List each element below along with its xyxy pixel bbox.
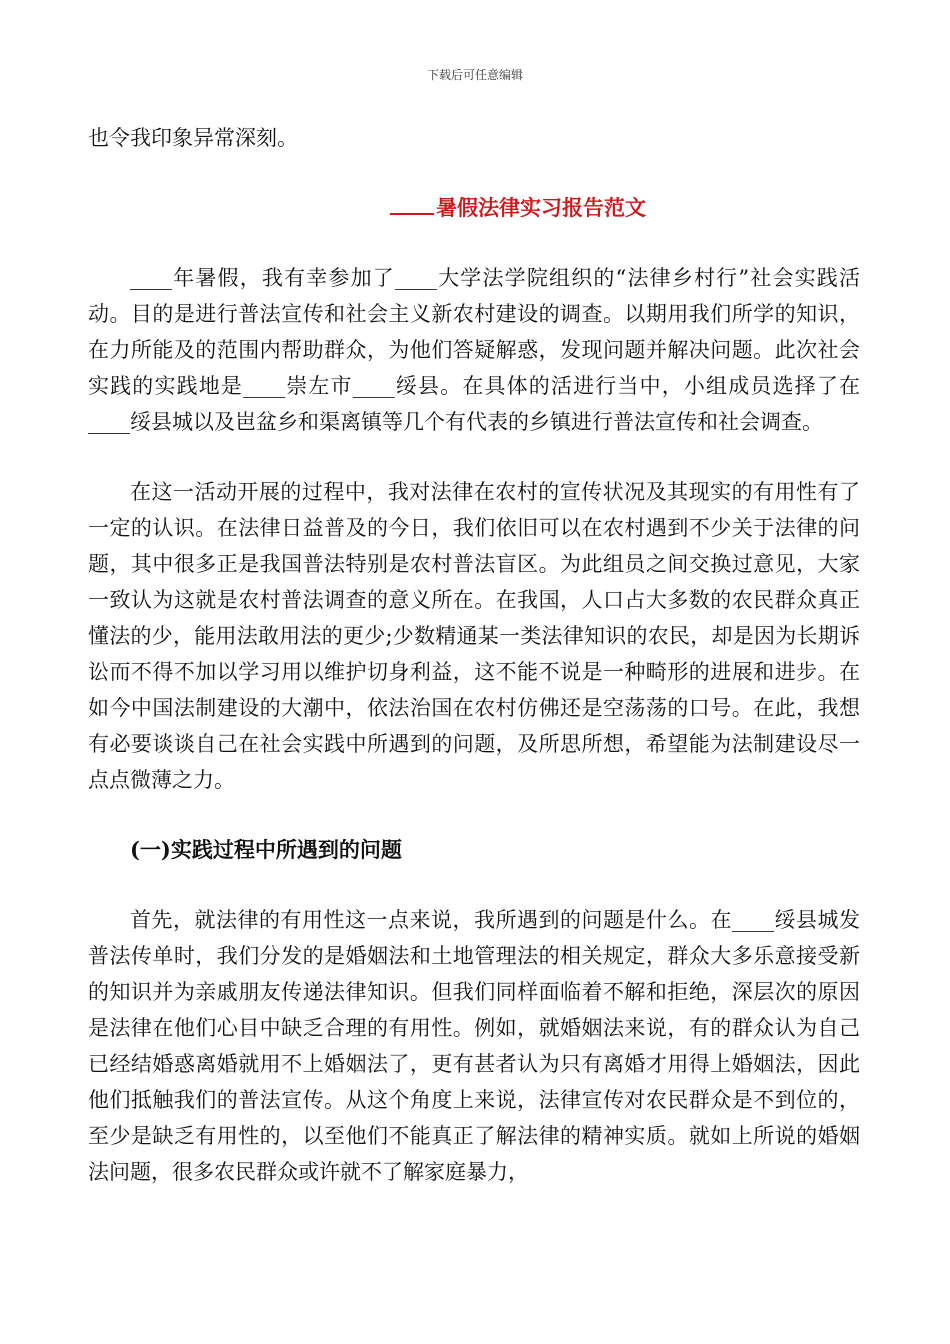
paragraph-1: ____年暑假，我有幸参加了____大学法学院组织的“法律乡村行”社会实践活动。目的是进行普法宣传和社会主义新农村建设的调查。以期用我们所学的知识，在力所能及的范围内帮助群众，为他们答疑解惑，发现问题并解决问题。此次社会实践的实践地是____崇左市____绥县。在具体的活进行当中，小组成员选择了在____绥县城以及岜盆乡和渠离镇等几个有代表的乡镇进行普法宣传和社会调查。	[88, 266, 860, 434]
section-paragraph: 首先，就法律的有用性这一点来说，我所遇到的问题是什么。在____绥县城发普法传单时，我们分发的是婚姻法和土地管理法的相关规定，群众大多乐意接受新的知识并为亲戚朋友传递法律知识。但我们同样面临着不解和拒绝，深层次的原因是法律在他们心目中缺乏合理的有用性。例如，就婚姻法来说，有的群众认为自己已经结婚惑离婚就用不上婚姻法了，更有甚者认为只有离婚才用得上婚姻法，因此他们抵触我们的普法宣传。从这个角度上来说，法律宣传对农民群众是不到位的，至少是缺乏有用性的，以至他们不能真正了解法律的精神实质。就如上所说的婚姻法问题，很多农民群众或许就不了解家庭暴力，	[88, 908, 860, 1184]
title-blank-underline	[390, 193, 434, 215]
paragraph-2: 在这一活动开展的过程中，我对法律在农村的宣传状况及其现实的有用性有了一定的认识。在法律日益普及的今日，我们依旧可以在农村遇到不少关于法律的问题，其中很多正是我国普法特别是农村普法盲区。为此组员之间交换过意见，大家一致认为这就是农村普法调查的意义所在。在我国，人口占大多数的农民群众真正懂法的少，能用法敢用法的更少;少数精通某一类法律知识的农民，却是因为长期诉讼而不得不加以学习用以维护切身利益，这不能不说是一种畸形的进展和进步。在如今中国法制建设的大潮中，依法治国在农村仿佛还是空荡荡的口号。在此，我想有必要谈谈自己在社会实践中所遇到的问题，及所思所想，希望能为法制建设尽一点点微薄之力。	[88, 480, 860, 792]
document-title	[88, 190, 860, 226]
header-note: 下载后可任意编辑	[426, 68, 523, 82]
title-text: 暑假法律实习报告范文	[436, 195, 646, 220]
document-body	[88, 120, 860, 1224]
section-heading: (一)实践过程中所遇到的问题	[130, 837, 402, 862]
intro-line: 也令我印象异常深刻。	[88, 126, 298, 150]
